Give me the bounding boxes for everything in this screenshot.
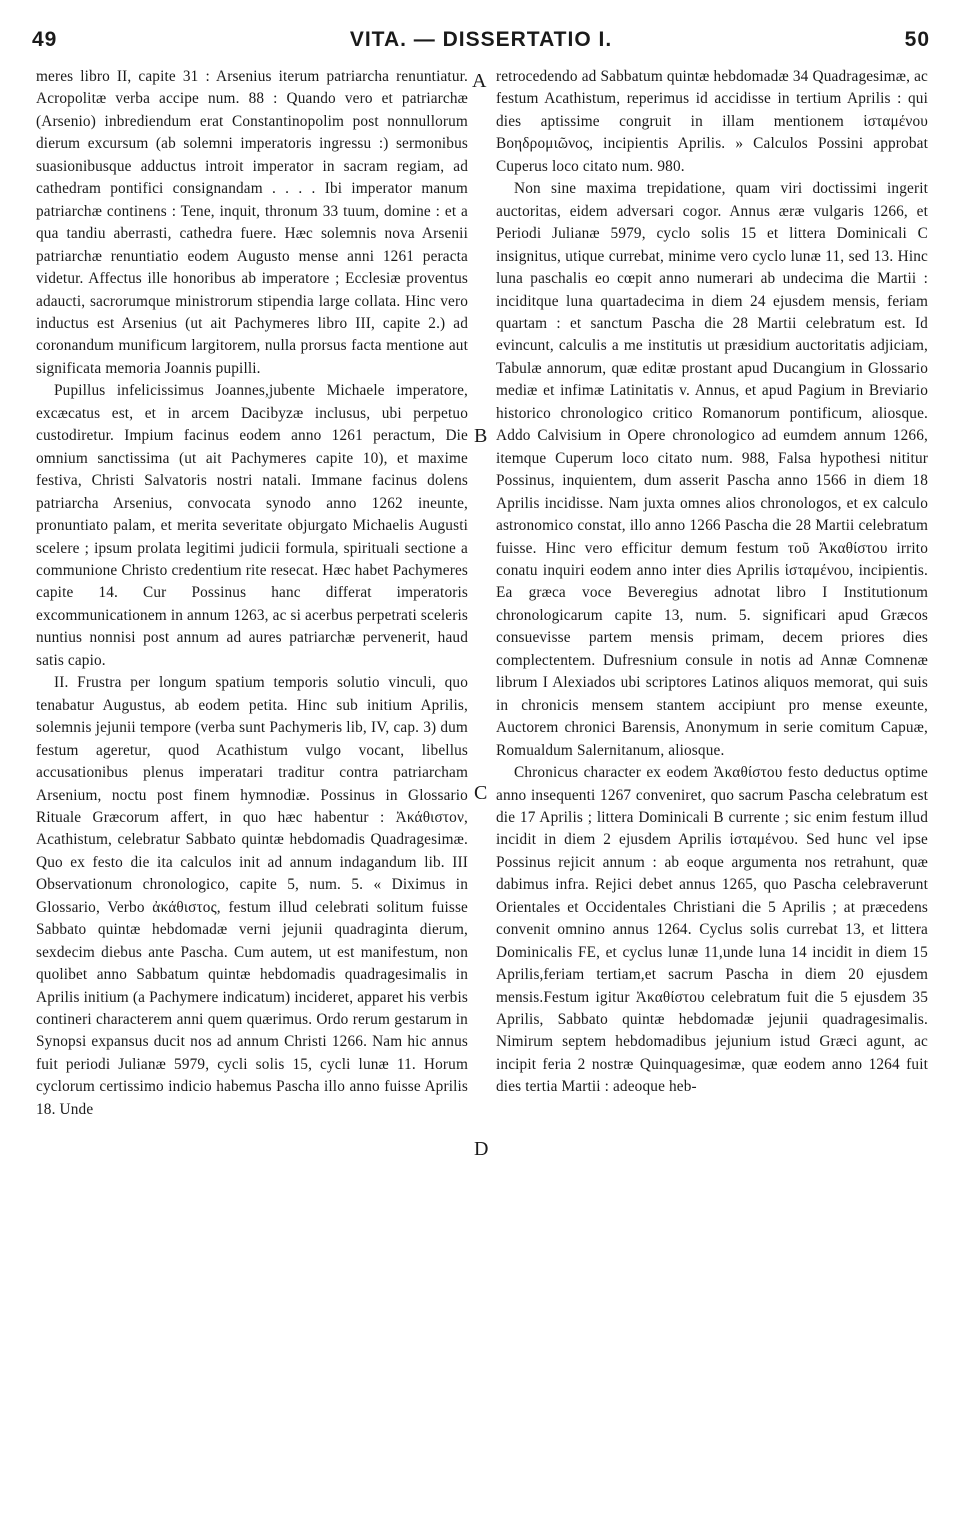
right-paragraph-2: Non sine maxima trepidatione, quam viri doctissimi ingerit auctoritas, eidem adversari cogor. Annus æræ vulgaris 1266, et Periodi Julianæ 5979, cyclo solis 15 et littera Dominicali C insignitus, utique currebat, minime vero cyclo lunæ 11, sed 13. Hinc luna paschalis eo cœpit anno numerari ab undecima die Martii : inciditque luna quartadecima in diem 24 ejusdem mensis, feriam quartam : et sanctum Pascha die 28 Martii celebratum est. Id evincunt, calculis a me institutis ut præsidium auctoritatis adjiciam, Tabulæ annorum, quæ editæ prostant apud Ducangium in Glossario mediæ et infimæ Latinitatis v. Annus, et apud Pagium in Breviario historico chronologico critico Romanorum pontificum, aliosque. Addo Calvisium in Opere chronologico ad eumdem annum 1266, itemque Cuperum loco citato num. 988, Falsa hypothesi nititur Possinus, inquientem, dum asserit Pascha anno 1566 in diem 18 Aprilis incidisse. Nam juxta omnes alios chronologos, et ex calculo astronomico constat, illo anno 1266 Pascha die 28 Martii celebratum fuisse. Hinc vero efficitur demum festum τοῦ Ἀκαθίστου irrito conatu inquiri eodem anno inter dies Aprilis ἱσταμένου, incipientis. Ea græca voce Beveregius adnotat libro I Institutionum chronologicarum capite 13, num. 5. significari apud Græcos consuevisse partem mensis primam, decem priores dies complectentem. Dufresnium consule in notis ad Annæ Comnenæ librum I Alexiados ubi scriptores Latinos aliquos memorat, qui suis in chronicis mensem stantem accipiunt pro mense exeunte, Auctorem chronici Barensis, Anonymum in serie comitum Capuæ, Romualdum Salernitanum, aliosque. [496, 180, 928, 759]
running-title: VITA. — DISSERTATIO I. [349, 28, 613, 51]
left-paragraph-1: meres libro II, capite 31 : Arsenius iterum patriarcha renuntiatur. Acropolitæ verba accipe num. 88 : Quando vero et patriarchæ (Arsenio) inbrediendum erat Constantinopolim post nonnullorum dierum excursum (ab solemni imperatoris ingressu :) sermonibus suasionibusque adductus introit imperator in sacram regiam, ad cathedram pontifici consignandam . . . . Ibi imperator manum patriarchæ continens : Tene, inquit, thronum 33 tuum, domine : et a qua tandiu aberrasti, cathedra fuere. Hæc solemnis nova Arsenii patriarchæ renuntiatio eodem Augusto mense anni 1261 peracta videtur. Affectus ille honoribus ab imperatore ; Ecclesiæ proventus adaucti, sacrorumque ministrorum stipendia large collata. Hinc vero inductus est Arsenius (ut ait Pachymeres libro III, capite 2.) ad coronandum munificum largitorem, nulla prorsus facta mentione aut significata memoria Joannis pupilli. [36, 68, 468, 377]
margin-marker-c: C [474, 782, 488, 804]
running-header [32, 28, 930, 58]
page-number-right: 50 [904, 28, 930, 51]
margin-marker-b: B [474, 425, 488, 447]
right-paragraph-1: retrocedendo ad Sabbatum quintæ hebdomadæ 34 Quadragesimæ, ac festum Acathistum, reperimus id accidisse in tertium Aprilis : qui dies aptissime congruit in illam mentionem ἱσταμένου Βοηδρομιῶνος, incipientis Aprilis. » Calculos Possini approbat Cuperus loco citato num. 980. [496, 68, 928, 175]
margin-marker-a: A [472, 70, 487, 92]
left-paragraph-3: II. Frustra per longum spatium temporis solutio vinculi, quo tenabatur Augustus, ab eodem petita. Hinc sub initium Aprilis, solemnis jejunii tempore (verba sunt Pachymeris lib, IV, cap. 3) dum festum ageretur, quod Acathistum vulgo vocant, libellus accusationibus plenus imperatari traditur contra patriarcham Arsenium, noctu post finem hymnodiæ. Possinus in Glossario Rituale Græcorum affert, in quo hæc habentur : Ἀκάθιστον, Acathistum, celebratur Sabbato quintæ hebdomadis Quadragesimæ. Quo ex festo die ita calculos init ad annum indagandum lib. III Observationum chronologico, capite 5, num. 5. « Diximus in Glossario, Verbo ἀκάθιστος, festum illud celebrati solitum fuisse Sabbato quintæ hebdomadæ verni jejunii quadraginta dierum, sexdecim diebus ante Pascha. Cum autem, ut est manifestum, non quolibet anno Sabbatum quintæ hebdomadis quadragesimalis in Aprilis initium (a Pachymere indicatum) incideret, apparet his verbis contineri characterem anni quem quærimus. Ordo rerum gestarum in Synopsi expansus ducit nos ad annum Christi 1266. Nam hic annus fuit periodi Julianæ 5979, cycli solis 15, cycli lunæ 11. Horum cyclorum certissimo indicio habemus Pascha illo anno fuisse Aprilis 18. Unde [36, 674, 468, 1118]
left-paragraph-2: Pupillus infelicissimus Joannes,jubente Michaele imperatore, excæcatus est, et in arcem Dacibyzæ inclusus, ubi perpetuo custodiretur. Impium facinus eodem anno 1261 peractum, Die omnium sanctissima (ut ait Pachymeres capite 10), et maxime festiva, Christi Salvatoris nostri natali. Immane facinus dolens patriarcha Arsenius, convocata synodo anno 1262 ineunte, pronuntiato palam, et merita severitate objurgato Michaelis Augusti scelere ; ipsum prolata legitimi judicii formula, spirituali sectione a communione Christo credentium rite resecat. Hæc habet Pachymeres capite 14. Cur Possinus hanc differat imperatoris excommunicationem in annum 1263, ac si acerbus perpetrati sceleris nuntius nonnisi post annum ad aures patriarchæ pervenerit, haud satis capio. [36, 382, 468, 669]
right-paragraph-3: Chronicus character ex eodem Ἀκαθίστου festo deductus optime anno insequenti 1267 conveniret, quo sacrum Pascha celebratum est die 17 Aprilis ; littera Dominicali B currente ; sic enim festum illud incidit in diem 2 ejusdem Aprilis ἱσταμένου. Sed hunc vel ipse Possinus rejicit annum : ab eoque argumenta nos retrahunt, quæ dabimus infra. Rejici debet annus 1265, quo Pascha celebraverunt Orientales et Occidentales Christiani die 5 Aprilis ; at præcedens convenit omnino annus 1264. Cyclus solis currebat 13, et littera Dominicalis FE, et cyclus lunæ 11,unde luna 14 incidit in diem 15 Aprilis,feriam tertiam,et sacrum Pascha in diem 20 ejusdem mensis.Festum igitur Ἀκαθίστου celebratum fuit die 5 ejusdem 35 Aprilis, Sabbato quintæ hebdomadæ jejunii quadragesimalis. Nimirum septem hebdomadibus jejunium istud Græci agunt, ac incipit feria 2 nostræ Quinquagesimæ, quæ eodem anno 1264 fuit dies tertia Martii : adeoque heb- [496, 764, 928, 1096]
margin-marker-d: D [474, 1138, 489, 1160]
page-number-left: 49 [32, 28, 58, 51]
right-column [496, 66, 928, 1099]
left-column [36, 66, 468, 1121]
